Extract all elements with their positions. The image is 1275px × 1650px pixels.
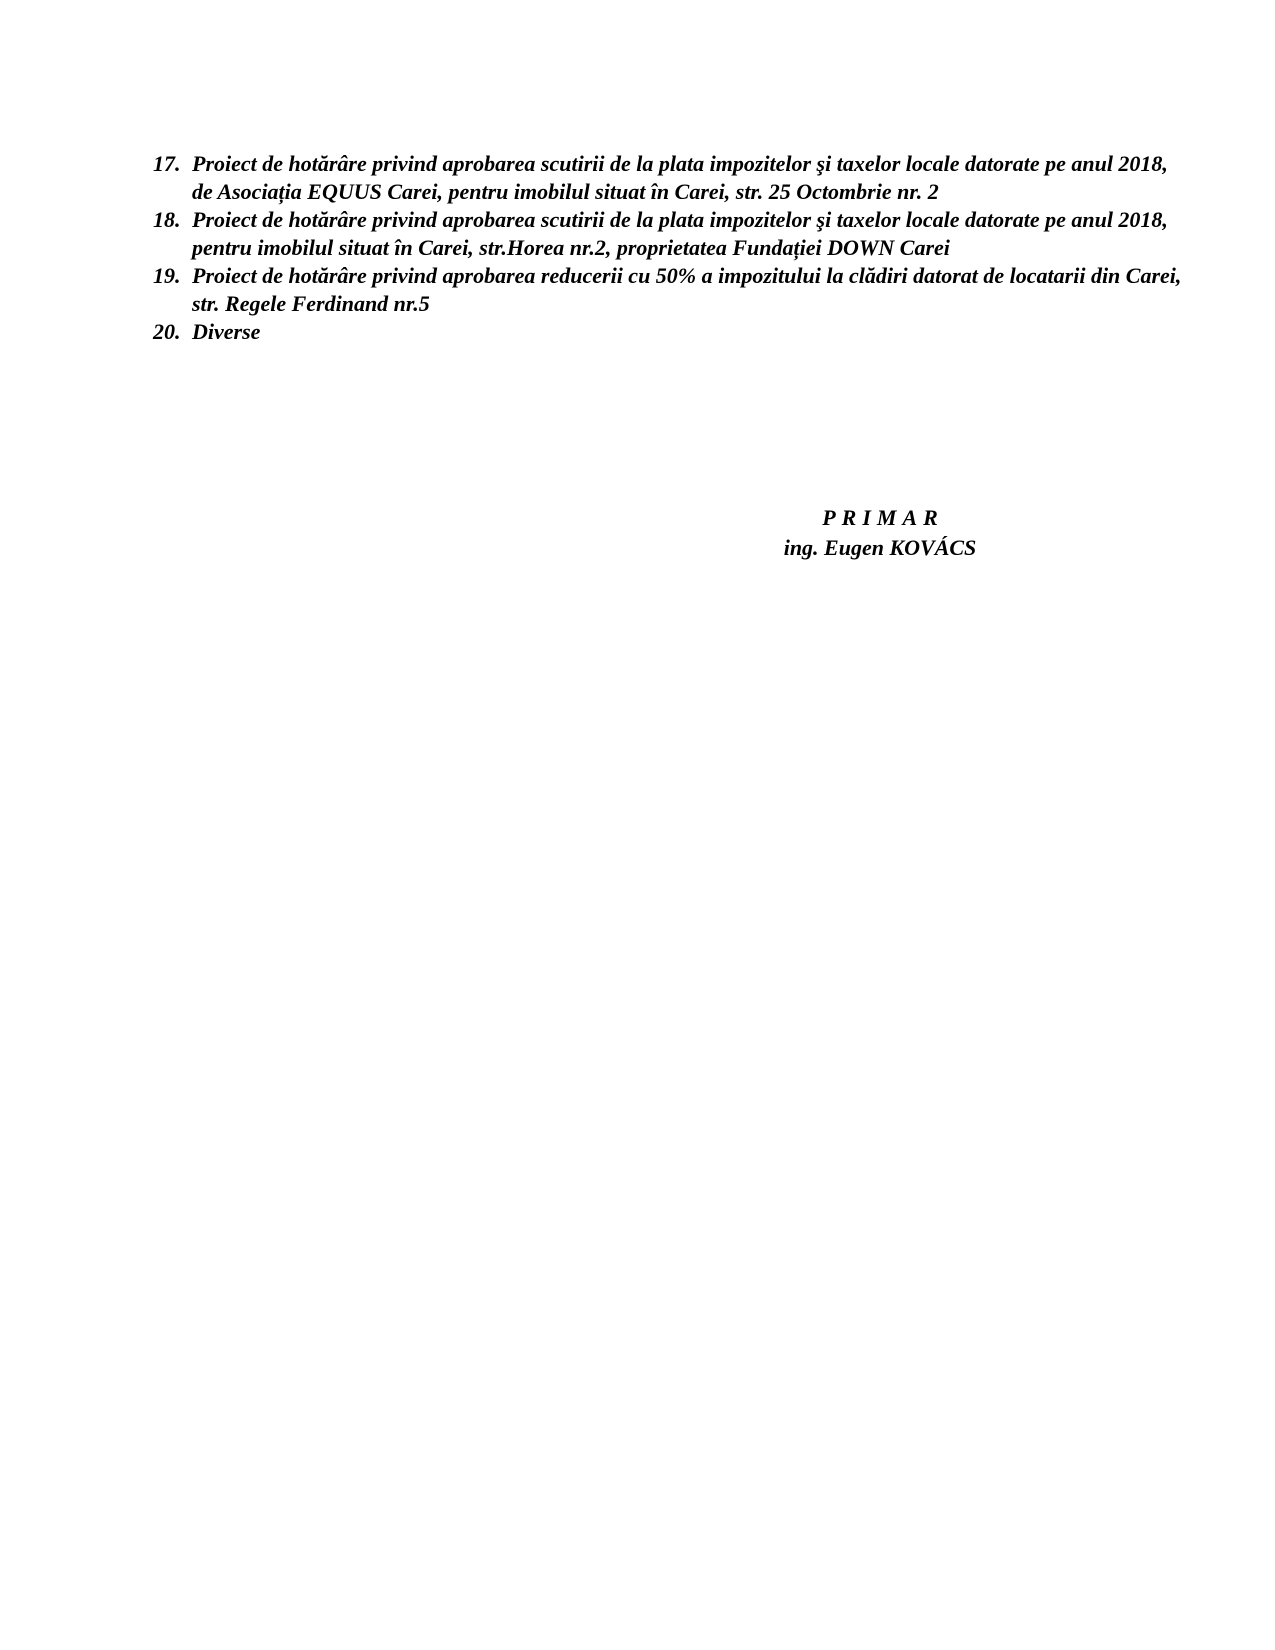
agenda-item-number: 17.	[153, 151, 181, 176]
agenda-item-number: 20.	[153, 319, 181, 344]
agenda-item-number: 19.	[153, 263, 181, 288]
agenda-item-19	[153, 262, 1193, 318]
agenda-item-text: Proiect de hotărâre privind aprobarea scutirii de la plata impozitelor şi taxelor locale datorate pe anul 2018, pentru imobilul situat în Carei, str.Horea nr.2, proprietatea Fundației DOWN Carei	[192, 207, 1168, 260]
agenda-item-text: Proiect de hotărâre privind aprobarea reducerii cu 50% a impozitului la clădiri datorat de locatarii din Carei, str. Regele Ferdinand nr.5	[192, 263, 1182, 316]
agenda-item-number: 18.	[153, 207, 181, 232]
agenda-item-text: Diverse	[192, 319, 261, 344]
agenda-item-18	[153, 206, 1193, 262]
agenda-item-text: Proiect de hotărâre privind aprobarea scutirii de la plata impozitelor şi taxelor locale datorate pe anul 2018, de Asociația EQUUS Carei, pentru imobilul situat în Carei, str. 25 Octombrie nr. 2	[192, 151, 1168, 204]
agenda-item-17	[153, 150, 1193, 206]
agenda-item-20	[153, 318, 1193, 346]
mayor-signature-block	[740, 503, 1020, 563]
signature-title: PRIMAR	[822, 505, 944, 530]
agenda-list	[153, 150, 1193, 346]
signature-name: ing. Eugen KOVÁCS	[783, 535, 977, 560]
